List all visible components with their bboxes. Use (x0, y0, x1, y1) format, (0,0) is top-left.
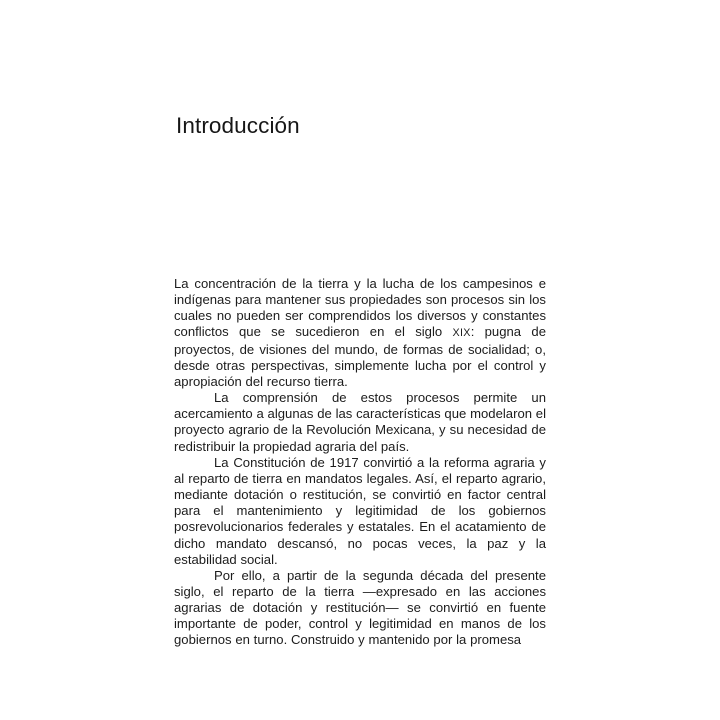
body-text-block (174, 276, 546, 649)
paragraph: Por ello, a partir de la segunda década del presente siglo, el reparto de la tierra —expresado en las acciones agrarias de dotación y restitución— se convirtió en fuente importante de poder, control y legitimidad en manos de los gobiernos en turno. Construido y mantenido por la promesa (174, 567, 546, 648)
paragraph: La comprensión de estos procesos permite un acercamiento a algunas de las características que modelaron el proyecto agrario de la Revolución Mexicana, y su necesidad de redistribuir la propiedad agraria del país. (174, 390, 546, 454)
century-numeral: XIX (452, 327, 471, 340)
paragraph-text-part: La concentración de la tierra y la lucha de los campesinos e indígenas para mantener sus propiedades son procesos sin los cuales no pueden ser comprendidos los diversos y constantes conflictos que se sucedieron en el siglo (174, 276, 546, 340)
paragraph (174, 276, 546, 390)
paragraph-text-part: : pugna de proyectos, de visiones del mundo, de formas de socialidad; o, desde otras perspectivas, simplemente lucha por el control y apropiación del recurso tierra. (174, 324, 546, 389)
page-title: Introducción (176, 113, 300, 139)
paragraph: La Constitución de 1917 convirtió a la reforma agraria y al reparto de tierra en mandatos legales. Así, el reparto agrario, mediante dotación o restitución, se convirtió en factor central para el mantenimiento y legitimidad de los gobiernos posrevolucionarios federales y estatales. En el acatamiento de dicho mandato descansó, no pocas veces, la paz y la estabilidad social. (174, 454, 546, 567)
